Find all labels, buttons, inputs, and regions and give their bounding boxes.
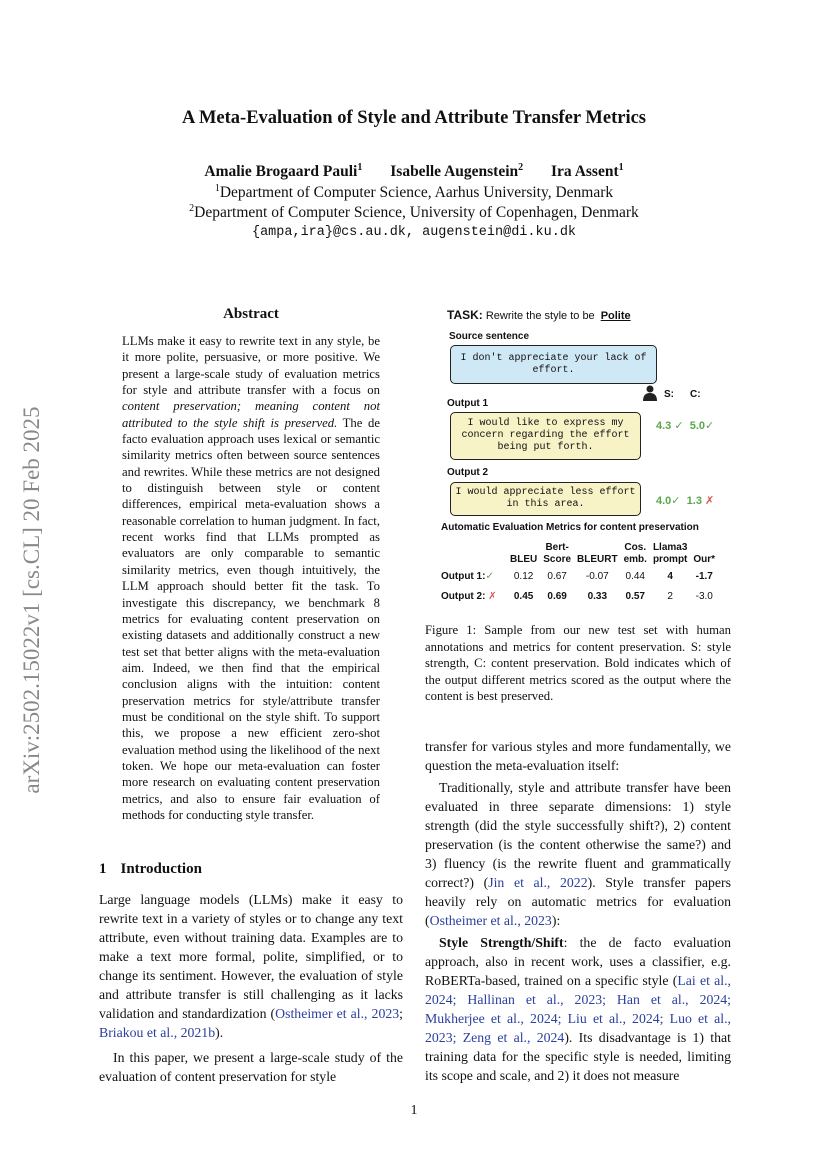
cross-icon: ✗ [705,495,715,507]
intro-paragraph-1: Large language models (LLMs) make it easy to rewrite text in a variety of styles or to change any text attribute, even without training data. Examples are to make a text more formal, polite, simplified, or to change its sentiment. However, the evaluation of style and attribute transfer is still challenging as it lacks validation and standardization (Ostheimer et al., 2023; Briakou et al., 2021b). [99,892,403,1040]
citation-link[interactable]: Ostheimer et al., 2023 [429,913,552,928]
affiliation-2: $^2$Department of Computer Science, University of Copenhagen, Denmark [189,202,639,221]
author-1: Amalie Brogaard Pauli$^1$ [204,161,363,180]
metrics-title: Automatic Evaluation Metrics for content preservation [441,522,699,533]
source-label: Source sentence [449,331,530,342]
abstract-text: LLMs make it easy to rewrite text in any style, be it more polite, persuasive, or more positive. We present a large-scale study of evaluation metrics for style and attribute transfer with a focus on content preservation; meaning content not attributed to the style shift is preserved. The de facto evaluation approach uses lexical or semantic similarity metrics often between source sentences and rewrites. While these metrics are not designed to distinguish between style or content differences, empirical meta-evaluation shows a reasonable correlation to human judgment. In fact, recent works find that LLMs prompted as evaluators are only comparable to semantic similarity metrics, even though intuitively, the LLM approach should better fit the task. To investigate this discrepancy, we benchmark 8 metrics for evaluating content preservation on existing datasets and additionally construct a new test set that better aligns with the meta-evaluation aim. Indeed, we then find that the empirical conclusion aligns with the intuition: content preservation metrics for style/attribute transfer must be conditional on the style shift. To support this, we propose a new efficient zero-shot evaluation method using the likelihood of the next token. We hope our meta-evaluation can foster more research on evaluating content preservation metrics, and also to ensure fair evaluation of methods for conducting style transfer. [122,334,380,822]
citation-link[interactable]: Ostheimer et al., 2023 [275,1006,400,1021]
header-cos-emb: Cos. emb. [623,542,647,565]
table-row: Output 2: ✗ 0.45 0.69 0.33 0.57 2 -3.0 [441,591,713,602]
author-list [0,163,828,181]
intro-left-column [99,890,403,1086]
content-score-label: C: [690,389,701,400]
figure-caption: Figure 1: Sample from our new test set with human annotations and metrics for content preservation. S: style strength, C: content preservation. Bold indicates which of the output different metrics scored as the output where the content is best preserved. [425,623,731,704]
figure-task: TASK: Rewrite the style to be Polite [447,308,631,322]
output2-bubble: I would appreciate less effort in this area. [450,482,641,516]
section-heading-introduction: 1 Introduction [99,861,202,877]
check-icon: ✓ [485,571,494,582]
table-row: Output 1:✓ 0.12 0.67 -0.07 0.44 4 -1.7 [441,571,713,582]
header-bleurt: BLEURT [577,554,618,565]
cross-icon: ✗ [488,591,497,602]
citation-link[interactable]: Briakou et al., 2021b [99,1025,216,1040]
person-icon [643,385,657,406]
header-ours: Our* [693,554,716,565]
page-number: 1 [410,1103,418,1118]
right-paragraph-1: transfer for various styles and more fundamentally, we question the meta-evaluation itself: [425,739,731,773]
right-paragraph-2: Traditionally, style and attribute transfer have been evaluated in three separate dimensions: 1) style strength (did the style successfully shift?), 2) content preservation (is the content otherwise the same?) and 3) fluency (is the rewrite fluent and grammatically correct?) (Jin et al., 2022). Style transfer papers heavily rely on automatic metrics for evaluation (Ostheimer et al., 2023): [425,780,731,928]
intro-right-column [425,737,731,1085]
metrics-header-row [439,541,718,567]
citation-link[interactable]: Jin et al., 2022 [488,875,588,890]
output2-label: Output 2 [447,467,489,478]
source-bubble: I don't appreciate your lack of effort. [450,345,657,384]
output1-label: Output 1 [447,398,489,409]
metrics-table [439,541,718,603]
author-2: Isabelle Augenstein$^2$ [390,161,524,180]
header-llama3: Llama3 prompt [652,542,688,565]
intro-paragraph-2: In this paper, we present a large-scale study of the evaluation of content preservation for style [99,1050,403,1084]
right-paragraph-3: Style Strength/Shift: the de facto evaluation approach, also in recent work, uses a classifier, e.g. RoBERTa-based, trained on a specific style (Lai et al., 2024; Hallinan et al., 2023; Han et al., 2024; Mukherjee et al., 2024; Liu et al., 2024; Luo et al., 2023; Zeng et al., 2024). Its disadvantage is 1) that training data for the specific style is needed, limiting its scope and scale, and 2) it does not measure [425,935,731,1083]
author-3: Ira Assent$^1$ [551,161,624,180]
output1-scores: 4.3 ✓ 5.0✓ [656,420,715,432]
paper-title: A Meta-Evaluation of Style and Attribute Transfer Metrics [182,108,646,128]
output2-scores: 4.0✓ 1.3 ✗ [656,495,715,507]
style-score-label: S: [664,389,674,400]
abstract-heading: Abstract [223,306,279,322]
author-emails: {ampa,ira}@cs.au.dk, augenstein@di.ku.dk [251,225,577,240]
check-icon: ✓ [705,420,715,432]
check-icon: ✓ [674,420,684,432]
arxiv-stamp [14,340,50,860]
citation-link[interactable]: Lai et al., 2024; Hallinan et al., 2023; Han et al., 2024; Mukherjee et al., 2024; Liu et al., 2024; Luo et al., 2023; Zeng et al., 2024 [425,973,731,1045]
arxiv-id: arXiv:2502.15022v1 [cs.CL] 20 Feb 2025 [19,406,44,794]
output1-bubble: I would like to express my concern regarding the effort being put forth. [450,412,641,460]
affiliation-1: $^1$Department of Computer Science, Aarhus University, Denmark [214,182,614,201]
header-bleu: BLEU [510,554,538,565]
header-bertscore: Bert- Score [543,542,572,565]
check-icon: ✓ [671,495,681,507]
